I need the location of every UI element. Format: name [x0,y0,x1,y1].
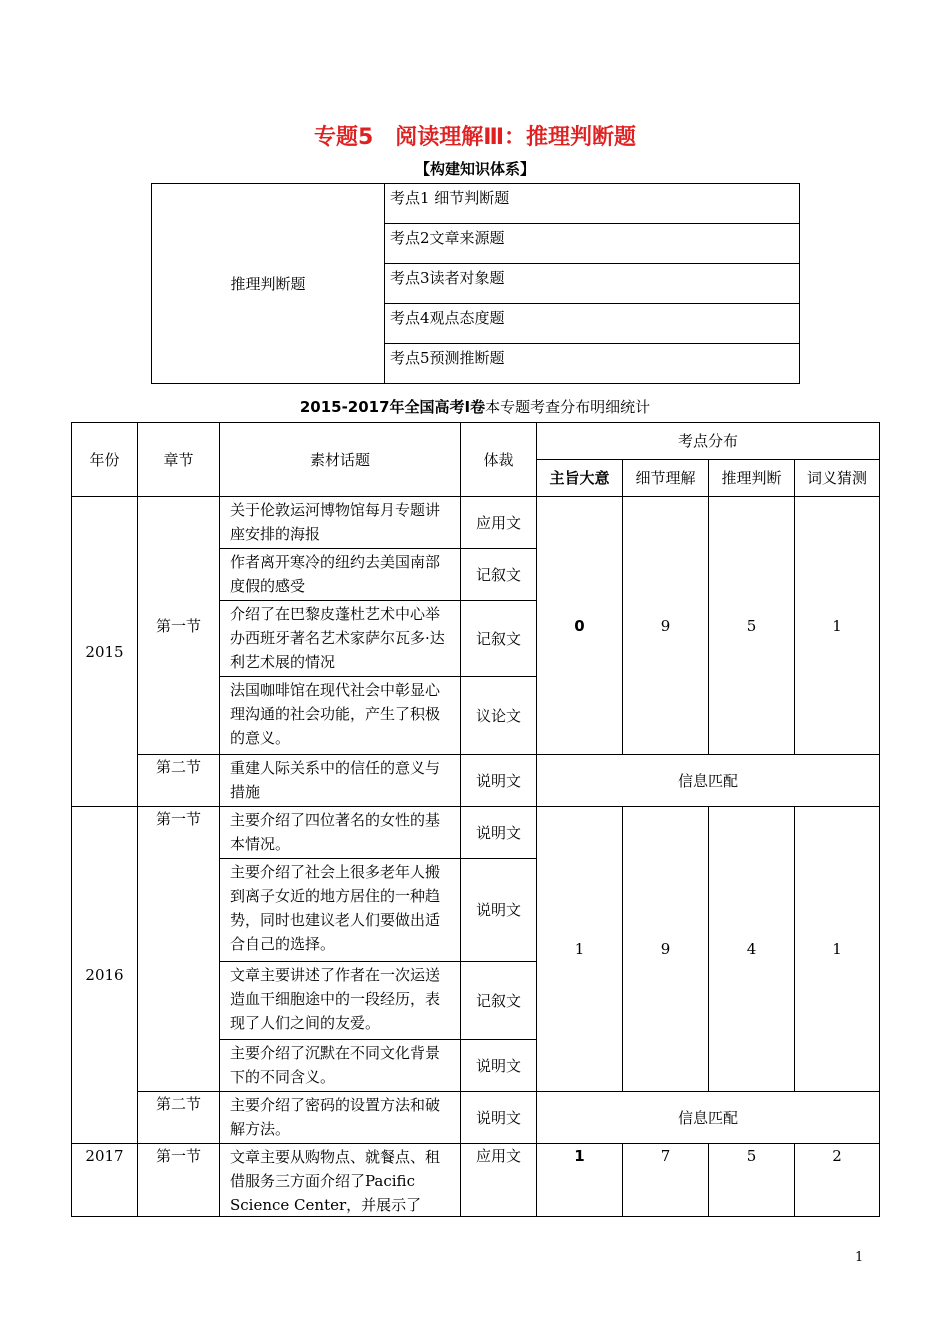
topic-cell: 作者离开寒冷的纽约去美国南部度假的感受 [220,549,461,601]
topic-cell: 关于伦敦运河博物馆每月专题讲座安排的海报 [220,497,461,549]
count-main: 1 [537,807,623,1092]
knowledge-item: 考点4观点态度题 [385,304,800,344]
genre-cell: 记叙文 [461,601,537,677]
section-label: 第一节 [138,497,220,755]
count-inference: 4 [709,807,795,1092]
page-title: 专题5 阅读理解Ⅲ：推理判断题 [313,125,637,150]
topic-cell: 主要介绍了密码的设置方法和破解方法。 [220,1092,461,1144]
count-vocab: 2 [795,1144,880,1217]
genre-cell: 应用文 [461,1144,537,1217]
stats-title-rest: 本专题考查分布明细统计 [485,398,651,416]
info-matching: 信息匹配 [537,755,880,807]
genre-cell: 记叙文 [461,962,537,1040]
header-topic: 素材话题 [220,423,461,497]
knowledge-item: 考点3读者对象题 [385,264,800,304]
header-inference: 推理判断 [709,460,795,497]
header-year: 年份 [72,423,138,497]
knowledge-item: 考点2文章来源题 [385,224,800,264]
section-label: 第二节 [138,755,220,807]
genre-cell: 议论文 [461,677,537,755]
page-number: 1 [855,1250,864,1265]
section-label: 第一节 [138,807,220,1092]
count-vocab: 1 [795,497,880,755]
count-main: 1 [537,1144,623,1217]
header-detail: 细节理解 [623,460,709,497]
stats-table [71,422,880,1217]
stats-title-bold: 2015-2017年全国高考Ⅰ卷 [299,398,486,416]
header-distribution: 考点分布 [537,423,880,460]
topic-cell: 重建人际关系中的信任的意义与措施 [220,755,461,807]
topic-cell: 法国咖啡馆在现代社会中彰显心理沟通的社会功能，产生了积极的意义。 [220,677,461,755]
year-2017: 2017 [72,1144,138,1217]
count-vocab: 1 [795,807,880,1092]
section-label: 第二节 [138,1092,220,1144]
topic-cell: 主要介绍了社会上很多老年人搬到离子女近的地方居住的一种趋势，同时也建议老人们要做出适合自己的选择。 [220,859,461,962]
genre-cell: 记叙文 [461,549,537,601]
genre-cell: 说明文 [461,807,537,859]
info-matching: 信息匹配 [537,1092,880,1144]
count-detail: 7 [623,1144,709,1217]
genre-cell: 说明文 [461,755,537,807]
section-label: 第一节 [138,1144,220,1217]
header-main-idea: 主旨大意 [537,460,623,497]
header-section: 章节 [138,423,220,497]
knowledge-item: 考点5预测推断题 [385,344,800,384]
topic-cell: 介绍了在巴黎皮蓬杜艺术中心举办西班牙著名艺术家萨尔瓦多·达利艺术展的情况 [220,601,461,677]
stats-title [0,396,950,417]
topic-cell: 文章主要讲述了作者在一次运送造血干细胞途中的一段经历，表现了人们之间的友爱。 [220,962,461,1040]
count-inference: 5 [709,497,795,755]
knowledge-table [151,183,800,384]
genre-cell: 说明文 [461,1092,537,1144]
topic-cell [220,1144,461,1217]
header-vocab: 词义猜测 [795,460,880,497]
genre-cell: 应用文 [461,497,537,549]
header-genre: 体裁 [461,423,537,497]
genre-cell: 说明文 [461,1040,537,1092]
year-2016: 2016 [72,807,138,1144]
year-2015: 2015 [72,497,138,807]
genre-cell: 说明文 [461,859,537,962]
topic-cell: 主要介绍了沉默在不同文化背景下的不同含义。 [220,1040,461,1092]
count-detail: 9 [623,497,709,755]
knowledge-root: 推理判断题 [152,184,385,384]
count-main: 0 [537,497,623,755]
topic-text: 文章主要从购物点、就餐点、租借服务三方面介绍了Pacific Science Center，并展示了 [230,1148,441,1214]
topic-cell: 主要介绍了四位著名的女性的基本情况。 [220,807,461,859]
knowledge-item: 考点1 细节判断题 [385,184,800,224]
section-subtitle: 【构建知识体系】 [414,160,535,178]
count-detail: 9 [623,807,709,1092]
count-inference: 5 [709,1144,795,1217]
